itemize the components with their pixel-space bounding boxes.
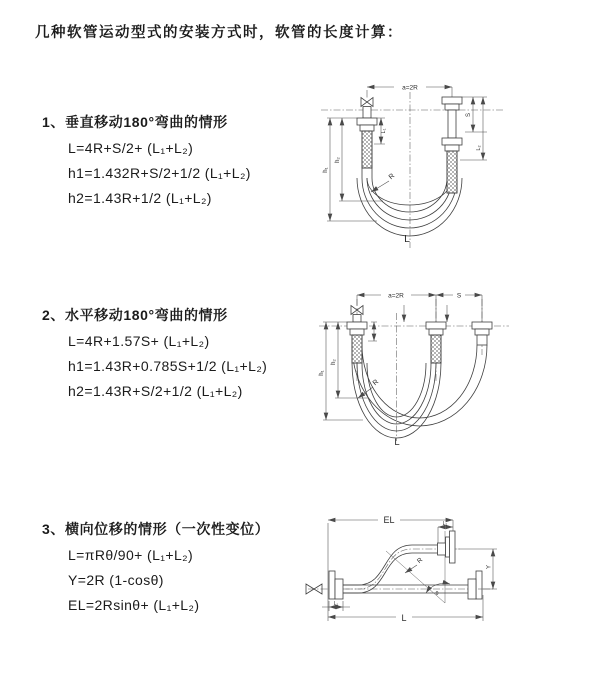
formula-h1: h1=1.432R+S/2+1/2 (L₁+L₂): [68, 165, 251, 181]
dimension-l: [328, 595, 483, 623]
dim-l-label: L: [404, 233, 410, 245]
dim-l-label: L: [401, 613, 407, 623]
formula-l: L=4R+1.57S+ (L₁+L₂): [68, 333, 210, 349]
diagram-lateral-displacement: [300, 505, 505, 635]
formula-l: L=4R+S/2+ (L₁+L₂): [68, 140, 194, 156]
dim-l1-label: L₁: [333, 601, 339, 607]
braided-hose-section: [362, 131, 372, 168]
right-pipe-fitting: [472, 322, 492, 345]
dim-r-label: R: [387, 172, 397, 182]
dimension-h2: [335, 118, 383, 201]
dim-l1-label: L₁: [381, 128, 387, 134]
middle-pipe-fitting: [426, 322, 446, 363]
dim-a-label: a=2R: [402, 84, 418, 92]
dim-l-label: L: [394, 437, 400, 448]
diagram-horizontal-180-bend: [313, 283, 513, 448]
section-2-heading: 2、水平移动180°弯曲的情形: [42, 307, 228, 323]
dimension-a-2r: [367, 82, 452, 92]
dim-h1-label: h₁: [319, 370, 325, 376]
raised-flange-fitting: [438, 531, 456, 563]
dimension-l2: [476, 97, 483, 160]
dimension-s: [436, 291, 482, 300]
dim-el-label: EL: [383, 515, 395, 525]
left-pipe-fitting: [347, 295, 367, 363]
right-flange-fitting: [468, 571, 482, 599]
u-bend-hose-displaced: [352, 345, 487, 426]
section-horizontal-movement: [42, 305, 342, 400]
section-lateral-displacement: [42, 519, 342, 614]
right-pipe-fitting: [442, 87, 462, 193]
left-flange-fitting: [329, 571, 343, 599]
dim-l2-label: L₂: [442, 521, 448, 527]
dim-s-label: S: [466, 112, 472, 118]
section-vertical-movement: [42, 112, 342, 207]
dim-theta-label: θ: [435, 591, 439, 597]
braided-hose-section: [447, 151, 457, 193]
vertical-centerlines: [357, 299, 482, 441]
dimension-l1: [322, 601, 350, 611]
dim-r-label: R: [371, 378, 381, 388]
formula-y: Y=2R (1-cosθ): [68, 572, 164, 588]
dim-r-label: R: [415, 556, 425, 566]
dim-h2-label: h₂: [335, 157, 341, 163]
dimension-el: [328, 514, 453, 621]
dim-h2-label: h₂: [331, 359, 337, 365]
dim-h1-label: h₁: [323, 167, 329, 173]
valve-icon: [361, 98, 373, 107]
left-pipe-fitting: [357, 90, 377, 168]
page-title: 几种软管运动型式的安装方式时，软管的长度计算：: [35, 25, 403, 41]
braided-hose-section: [431, 335, 441, 363]
section-3-heading: 3、横向位移的情形（一次性变位）: [42, 521, 270, 537]
formula-h1: h1=1.43R+0.785S+1/2 (L₁+L₂): [68, 358, 268, 374]
formula-l: L=πRθ/90+ (L₁+L₂): [68, 547, 194, 563]
theta-construction: [386, 531, 450, 603]
s-curve-hose: [340, 545, 438, 593]
dim-y-label: Y: [486, 564, 493, 570]
formula-h2: h2=1.43R+S/2+1/2 (L₁+L₂): [68, 383, 243, 399]
dim-a-label: a=2R: [388, 292, 404, 300]
u-bend-hose-arcs: [357, 168, 462, 236]
diagram-vertical-180-bend: [315, 78, 515, 253]
section-1-heading: 1、垂直移动180°弯曲的情形: [42, 114, 228, 130]
radius-callout: [371, 173, 396, 192]
braided-hose-section: [352, 335, 362, 363]
formula-h2: h2=1.43R+1/2 (L₁+L₂): [68, 190, 212, 206]
dim-l2-label: L₂: [476, 145, 482, 151]
formula-el: EL=2Rsinθ+ (L₁+L₂): [68, 597, 200, 613]
dim-s-label: S: [456, 292, 462, 300]
